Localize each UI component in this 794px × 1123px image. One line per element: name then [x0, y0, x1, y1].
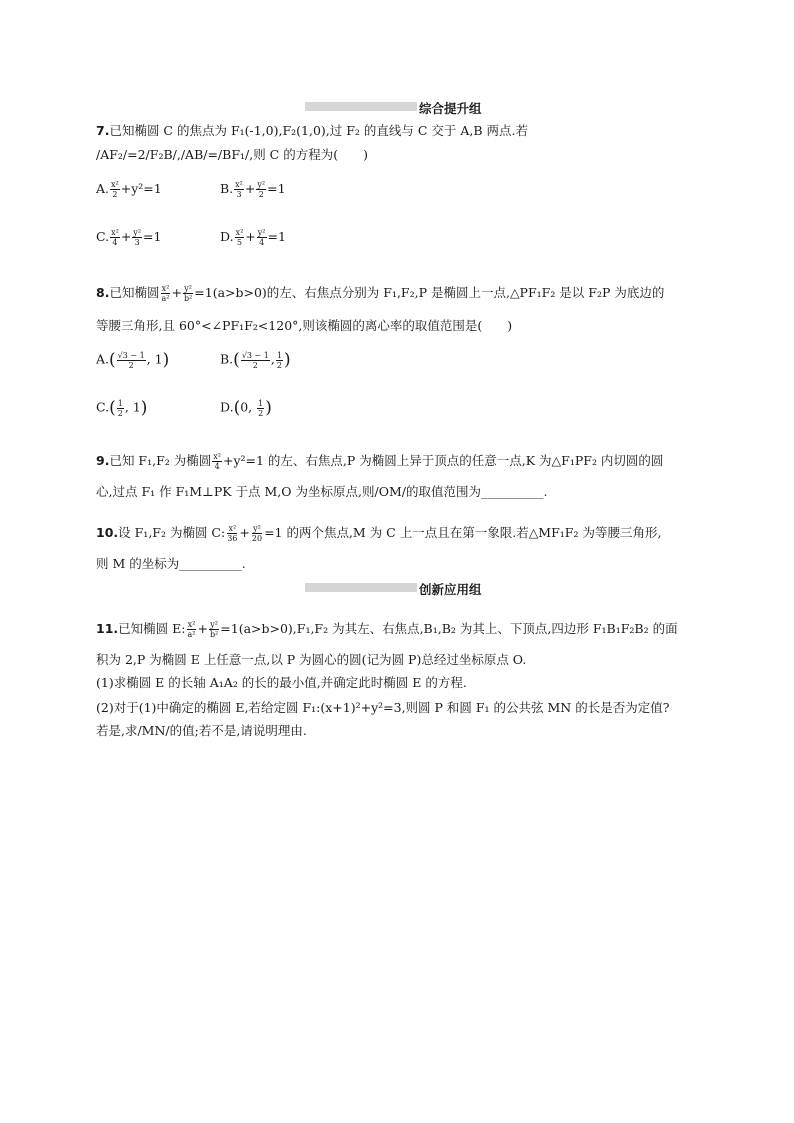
- section-title: 综合提升组: [419, 101, 482, 116]
- q11-part2-cont: 若是,求/MN/的值;若不是,请说明理由.: [96, 723, 307, 738]
- section-title: 创新应用组: [419, 582, 482, 597]
- q7-option-b[interactable]: B. $\frac{\text{x²}}{3}$ + $\frac{\text{y²}}{2}$ =1: [220, 180, 286, 199]
- q11-part1: (1)求椭圆 E 的长轴 A₁A₂ 的长的最小值,并确定此时椭圆 E 的方程.: [96, 675, 467, 690]
- section-bar: [305, 102, 417, 111]
- q8-option-a[interactable]: A.( $\frac{√3 - 1}{2}$ , 1): [96, 350, 170, 370]
- section-bar: [305, 583, 417, 592]
- q8-line2: 等腰三角形,且 60°<∠PF₁F₂<120°,则该椭圆的离心率的取值范围是( ): [96, 318, 513, 333]
- q8-option-d[interactable]: D.(0, $\frac{1}{2}$ ): [220, 398, 272, 418]
- q9-line2: 心,过点 F₁ 作 F₁M⊥PK 于点 M,O 为坐标原点,则/OM/的取值范围为__________.: [96, 484, 548, 499]
- q7-option-a[interactable]: A. $\frac{\text{x²}}{2}$ +y²=1: [96, 180, 162, 199]
- q7-option-c[interactable]: C. $\frac{\text{x²}}{4}$ + $\frac{\text{y²}}{3}$ =1: [96, 228, 162, 247]
- q9-line1: 9.已知 F₁,F₂ 为椭圆 $\frac{\text{x²}}{4}$ +y²=1 的左、右焦点,P 为椭圆上异于顶点的任意一点,K 为△F₁PF₂ 内切圆的圆: [96, 452, 664, 471]
- section-header-comprehensive: [305, 99, 505, 115]
- q11-line1: 11.已知椭圆 E: $\frac{\text{x²}}{\text{a²}}$ + $\frac{\text{y²}}{\text{b²}}$ =1(a>b>0),F₁,F₂ 为其左、右焦点,B₁,B₂ 为其上、下顶点,四边形 F₁B₁F₂B₂ 的面: [96, 620, 678, 639]
- q11-part2: (2)对于(1)中确定的椭圆 E,若给定圆 F₁:(x+1)²+y²=3,则圆 P 和圆 F₁ 的公共弦 MN 的长是否为定值?: [96, 700, 670, 715]
- q7-line1: 7.已知椭圆 C 的焦点为 F₁(-1,0),F₂(1,0),过 F₂ 的直线与 C 交于 A,B 两点.若: [96, 123, 528, 138]
- section-header-innovation: [305, 580, 505, 596]
- q8-option-b[interactable]: B.( $\frac{√3 - 1}{2}$ , $\frac{1}{2}$ ): [220, 350, 291, 370]
- q8-option-c[interactable]: C.( $\frac{1}{2}$ , 1): [96, 398, 148, 418]
- q7-option-d[interactable]: D. $\frac{\text{x²}}{5}$ + $\frac{\text{y²}}{4}$ =1: [220, 228, 286, 247]
- q8-line1: 8.已知椭圆 $\frac{\text{x²}}{\text{a²}}$ + $\frac{\text{y²}}{\text{b²}}$ =1(a>b>0)的左、右焦点分别为 F₁,F₂,P 是椭圆上一点,△PF₁F₂ 是以 F₂P 为底边的: [96, 284, 665, 303]
- q10-line1: 10.设 F₁,F₂ 为椭圆 C: $\frac{\text{x²}}{36}$ + $\frac{\text{y²}}{20}$ =1 的两个焦点,M 为 C 上一点且在第一象限.若△MF₁F₂ 为等腰三角形,: [96, 524, 662, 543]
- q7-line2: /AF₂/=2/F₂B/,/AB/=/BF₁/,则 C 的方程为( ): [96, 147, 368, 162]
- q10-line2: 则 M 的坐标为__________.: [96, 556, 246, 571]
- q11-line2: 积为 2,P 为椭圆 E 上任意一点,以 P 为圆心的圆(记为圆 P)总经过坐标原点 O.: [96, 652, 527, 667]
